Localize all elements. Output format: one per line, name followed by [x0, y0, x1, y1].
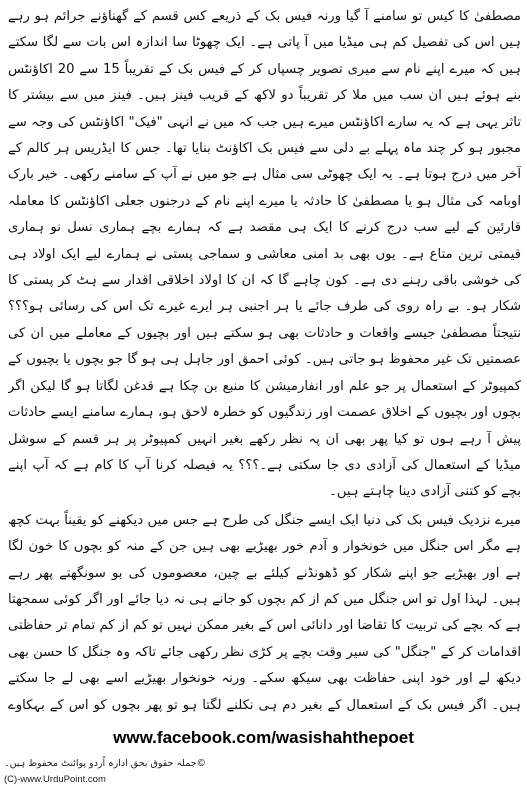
urdupoint-credit: (C)-www.UrduPoint.com: [4, 774, 106, 785]
facebook-url-link[interactable]: www.facebook.com/wasishahthepoet: [113, 728, 414, 747]
copyright-notice: ©جملہ حقوق بحق ادارہ اُردو پوائنٹ محفوظ ہیں۔: [4, 758, 207, 769]
footer: [4, 756, 206, 788]
article-body: [8, 4, 521, 720]
article-paragraph: مصطفیٰ کا کیس تو سامنے آ گیا ورنہ فیس بک کے ذریعے کس قسم کے گھناؤنے جرائم ہو رہے ہیں اس کی تفصیل کم ہی میڈیا میں آ پاتی ہے۔ ایک چھوٹا سا اندازہ اس بات سے لگا سکتے ہیں کہ میرے اپنے نام سے میری تصویر چسپاں کر کے فیس بک کے تقریباً 15 سے 20 اکاؤنٹس بنے ہوئے ہیں ان سب میں ملا کر تقریباً دو لاکھ کے قریب فینز ہیں۔ فینز میں سے بیشتر کا تاثر یہی ہے کہ یہ سارے اکاؤنٹس میرے ہیں جب کہ میں نے انہی "فیک" اکاؤنٹس کی وجہ سے مجبور ہو کر چند ماہ پہلے بے دلی سے فیس بک اکاؤنٹ بنایا تھا۔ جس کا ایڈریس ہر کالم کے آخر میں درج ہوتا ہے۔ یہ ایک چھوٹی سی مثال ہے جو میں نے آپ کے سامنے رکھی۔ خیر بارک اوبامہ کی مثال ہو یا مصطفیٰ کا حادثہ یا میرے اپنے نام کے درجنوں جعلی اکاؤنٹس کا معاملہ قارئین کے لیے سب درج کرنے کا ایک ہی مقصد ہے کہ ہمارے بچے ہماری نسل نو ہماری قیمتی ترین متاع ہے۔ یوں بھی بد امنی معاشی و سماجی پستی نے ہمارے لیے ایک اولاد ہی کی خوشی باقی رہنے دی ہے۔ کون چاہے گا کہ ان کا اولاد اخلاقی اقدار سے ہٹ کر پستی کا شکار ہو۔ بے راہ روی کی طرف جائے یا ہر اجنبی ہر ایرے غیرے تک اس کی رسائی ہو؟؟؟ نتیجتاً مصطفیٰ جیسے واقعات و حادثات بھی ہو سکتے ہیں اور بچیوں کے معاملے میں ان کی عصمتیں تک غیر محفوظ ہو جاتی ہیں۔ کوئی احمق اور جاہل ہی ہو گا جو بچوں یا بچیوں کے کمپیوٹر کے استعمال پر جو علم اور انفارمیشن کا منبع بن چکا ہے قدغن لگاتا ہو گا لیکن اگر بچوں اور بچیوں کے اخلاق عصمت اور زندگیوں کو خطرہ لاحق ہو، ہمارے سامنے ایسے حادثات پیش آ رہے ہوں تو کیا پھر بھی ان پہ نظر رکھے بغیر انہیں کمپیوٹر پر ہر قسم کے سوشل میڈیا کے استعمال کی آزادی دی جا سکتی ہے۔؟؟؟ یہ فیصلہ کرنا آپ کا کام ہے کہ آپ اپنے بچے کو کتنی آزادی دینا چاہتے ہیں۔: [8, 9, 521, 500]
article-paragraph: میرے نزدیک فیس بک کی دنیا ایک ایسے جنگل کی طرح ہے جس میں دیکھنے کو یقیناً بہت کچھ ہے مگر اس جنگل میں خونخوار و آدم خور بھیڑیے بھی ہیں جن کے منہ کو بچوں کا خون لگا ہے اور بھیڑیے جو اپنے شکار کو ڈھونڈنے کیلئے بے چین، معصوموں کی بو سونگھتے پھر رہے ہیں۔ لہذا اول تو اس جنگل میں کم از کم بچوں کو جانے ہی نہ دیا جائے اور اگر کوئی سمجھتا ہے کہ بچے کی تربیت کا تقاضا اور دانائی اس کے بغیر ممکن نہیں تو کم از کم تمام تر حفاظتی اقدامات کر کے "جنگل" کی سیر وقت بچے پر کڑی نظر رکھی جائے تاکہ وہ جنگل کا حسن بھی دیکھ لے اور خود اپنی حفاظت بھی سیکھ سکے۔ ورنہ خونخوار بھیڑیے اسے بھی لے جا سکتے ہیں۔ اگر فیس بک کے استعمال کے بغیر دم ہی نکلنے لگتا ہو تو پھر بچوں کو اس کے بہکاوے: [8, 512, 521, 713]
